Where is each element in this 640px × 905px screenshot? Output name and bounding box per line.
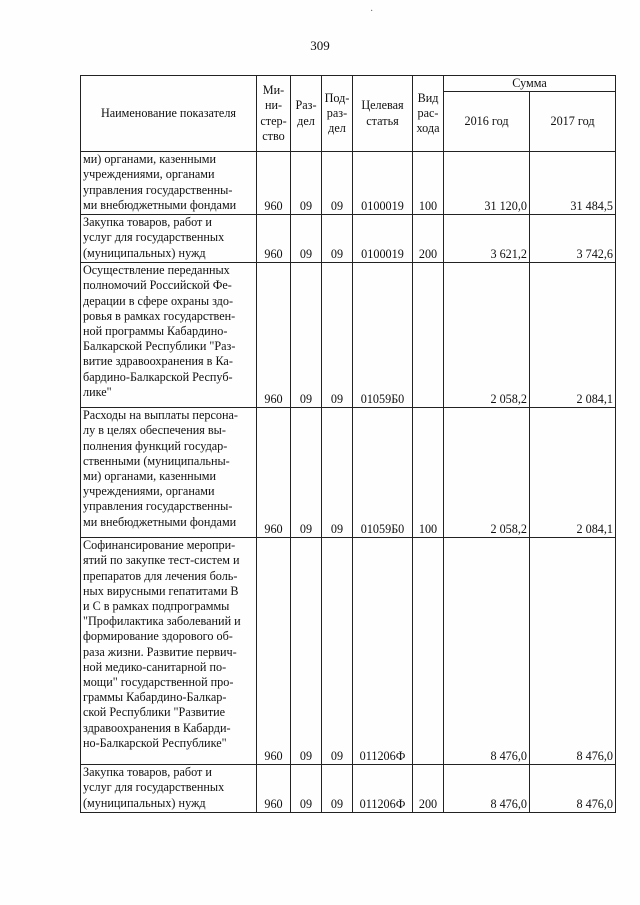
header-year-2017: 2017 год	[530, 92, 616, 152]
cell-target: 01059Б0	[353, 263, 413, 408]
cell-ministry: 960	[257, 408, 291, 538]
cell-subsection: 09	[322, 765, 353, 813]
cell-ministry: 960	[257, 152, 291, 215]
cell-ministry: 960	[257, 215, 291, 263]
cell-section: 09	[291, 408, 322, 538]
cell-expense-type: 100	[413, 408, 444, 538]
cell-sum-2016: 31 120,0	[444, 152, 530, 215]
row-description: Софинансирование меропри- ятий по закупке тест-систем и препаратов для лечения боль- ных вирусными гепатитами В и С в рамках подпрограммы "Профилактика заболеваний и формирование здорового об- раза жизни. Развитие первич- ной медико-санитарной по- мощи" государственной про- граммы Кабардино-Балкар- ской Республики "Развитие здравоохранения в Кабарди- но-Балкарской Республике"	[81, 538, 257, 765]
table-row	[81, 408, 616, 538]
cell-sum-2016: 8 476,0	[444, 765, 530, 813]
cell-expense-type	[413, 538, 444, 765]
cell-subsection: 09	[322, 152, 353, 215]
cell-sum-2016: 3 621,2	[444, 215, 530, 263]
cell-sum-2016: 2 058,2	[444, 408, 530, 538]
cell-expense-type: 200	[413, 215, 444, 263]
row-description: Закупка товаров, работ и услуг для государственных (муниципальных) нужд	[81, 765, 257, 813]
cell-target: 0100019	[353, 215, 413, 263]
header-sum: Сумма	[444, 76, 616, 92]
cell-sum-2017: 8 476,0	[530, 538, 616, 765]
row-description: Закупка товаров, работ и услуг для государственных (муниципальных) нужд	[81, 215, 257, 263]
cell-subsection: 09	[322, 215, 353, 263]
cell-section: 09	[291, 215, 322, 263]
cell-expense-type: 200	[413, 765, 444, 813]
table-row	[81, 152, 616, 215]
cell-section: 09	[291, 152, 322, 215]
header-section: Раз- дел	[291, 76, 322, 152]
cell-section: 09	[291, 538, 322, 765]
cell-target: 01059Б0	[353, 408, 413, 538]
cell-ministry: 960	[257, 765, 291, 813]
row-description: Расходы на выплаты персона- лу в целях обеспечения вы- полнения функций государ- ственными (муниципальны- ми) органами, казенными учреждениями, органами управления государственны- ми внебюджетными фондами	[81, 408, 257, 538]
header-expense-type: Вид рас- хода	[413, 76, 444, 152]
cell-sum-2016: 8 476,0	[444, 538, 530, 765]
cell-target: 011206Ф	[353, 538, 413, 765]
budget-table	[80, 75, 616, 813]
cell-sum-2017: 2 084,1	[530, 408, 616, 538]
cell-target: 011206Ф	[353, 765, 413, 813]
header-target: Целевая статья	[353, 76, 413, 152]
cell-ministry: 960	[257, 263, 291, 408]
table-row	[81, 215, 616, 263]
table-row	[81, 263, 616, 408]
cell-expense-type: 100	[413, 152, 444, 215]
cell-expense-type	[413, 263, 444, 408]
header-subsection: Под- раз- дел	[322, 76, 353, 152]
table-body	[81, 152, 616, 813]
table-row	[81, 765, 616, 813]
cell-sum-2017: 3 742,6	[530, 215, 616, 263]
row-description: ми) органами, казенными учреждениями, органами управления государственны- ми внебюджетными фондами	[81, 152, 257, 215]
row-description: Осуществление переданных полномочий Российской Фе- дерации в сфере охраны здо- ровья в рамках государствен- ной программы Кабардино- Балкарской Республики "Раз- витие здравоохранения в Ка- бардино-Балкарской Респуб- лике"	[81, 263, 257, 408]
cell-sum-2017: 31 484,5	[530, 152, 616, 215]
cell-sum-2016: 2 058,2	[444, 263, 530, 408]
header-name: Наименование показателя	[81, 76, 257, 152]
cell-subsection: 09	[322, 263, 353, 408]
cell-target: 0100019	[353, 152, 413, 215]
header-ministry: Ми- ни- стер- ство	[257, 76, 291, 152]
cell-sum-2017: 2 084,1	[530, 263, 616, 408]
table-row	[81, 538, 616, 765]
cell-ministry: 960	[257, 538, 291, 765]
cell-section: 09	[291, 765, 322, 813]
cell-sum-2017: 8 476,0	[530, 765, 616, 813]
scan-speck: ·	[370, 6, 374, 17]
cell-section: 09	[291, 263, 322, 408]
page-number: 309	[310, 38, 330, 53]
cell-subsection: 09	[322, 538, 353, 765]
header-year-2016: 2016 год	[444, 92, 530, 152]
cell-subsection: 09	[322, 408, 353, 538]
